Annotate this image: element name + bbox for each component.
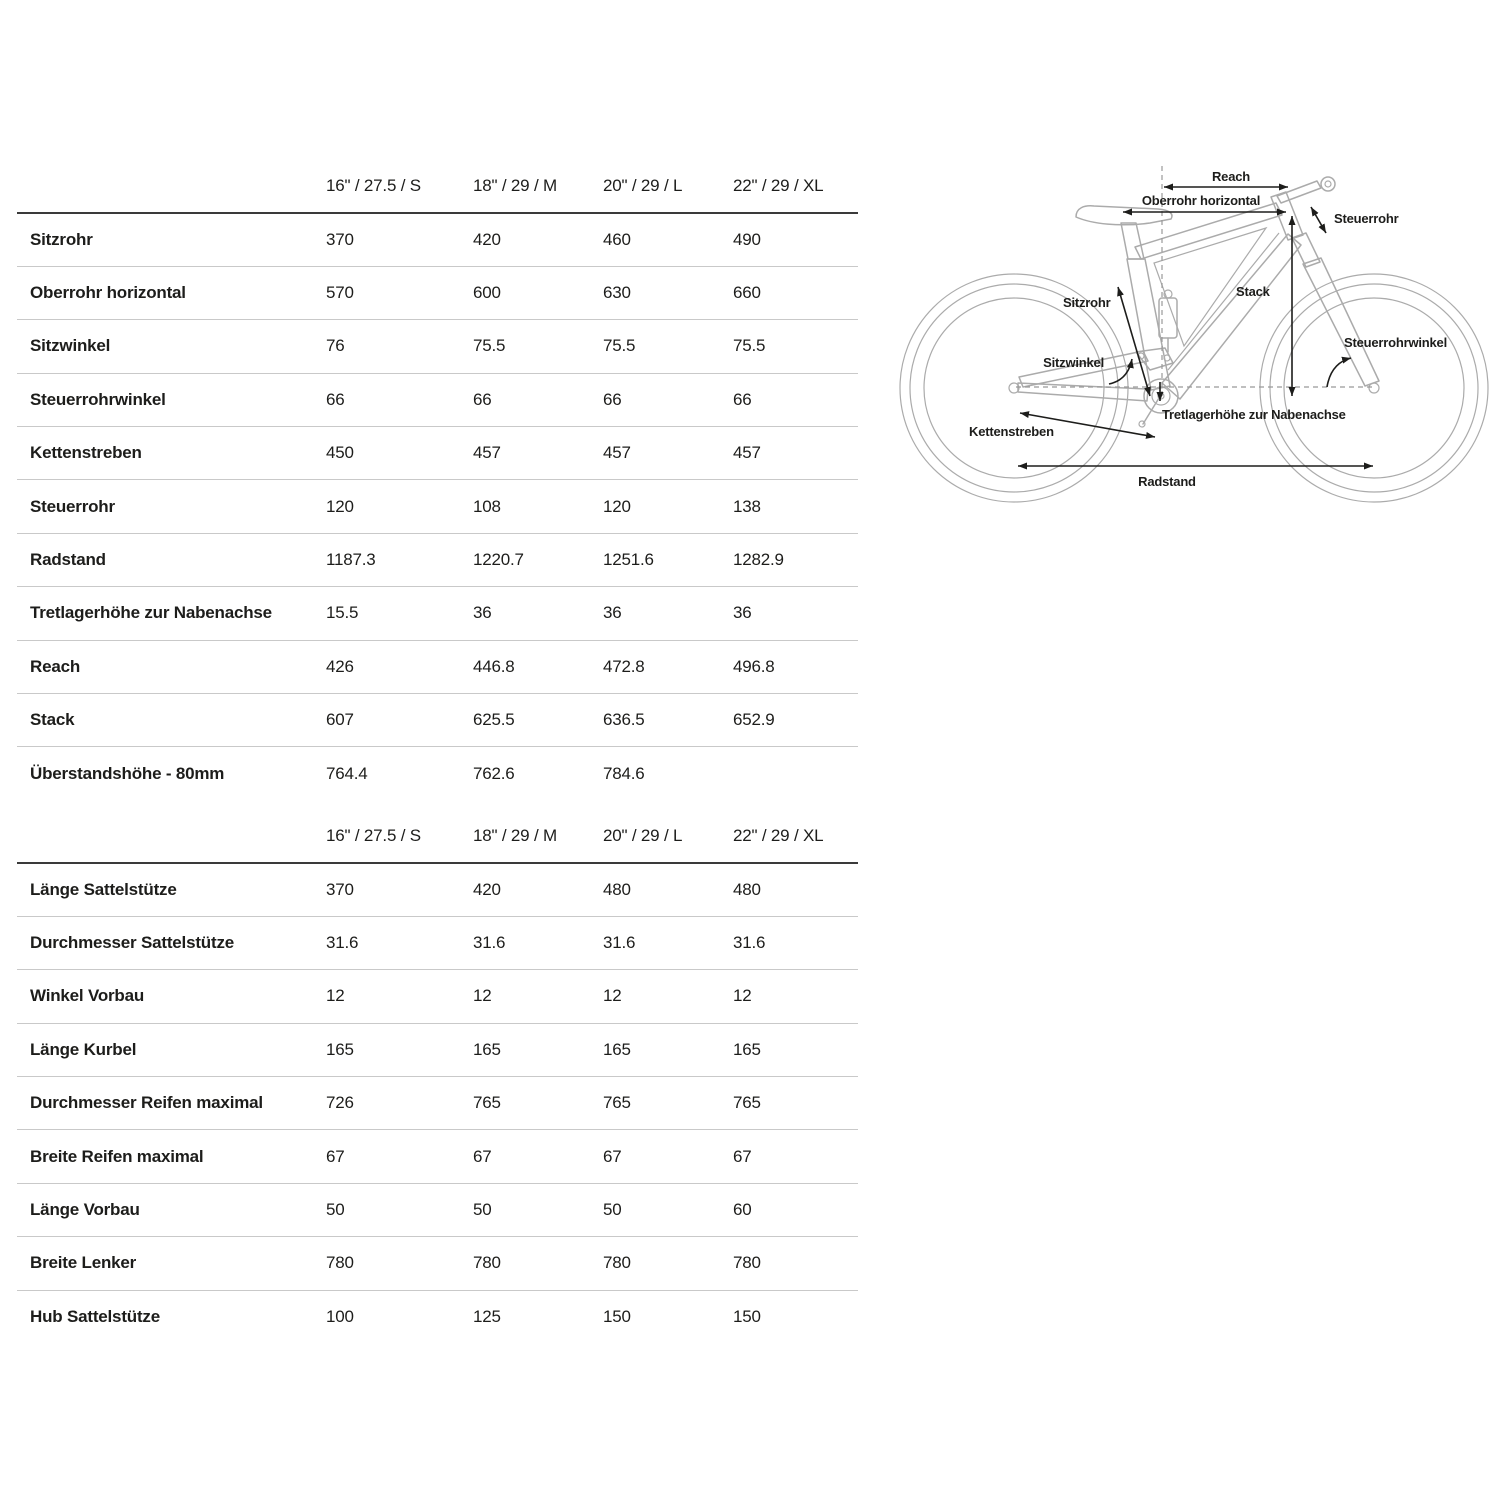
sitzrohr-label: Sitzrohr xyxy=(1063,295,1111,310)
row-value: 490 xyxy=(733,229,761,249)
row-value: 496.8 xyxy=(733,640,858,693)
kettenstreben-label: Kettenstreben xyxy=(969,424,1054,439)
geometry-table xyxy=(17,160,858,800)
table-row xyxy=(17,970,858,1023)
row-label: Durchmesser Reifen maximal xyxy=(17,1077,326,1130)
row-value: 1282.9 xyxy=(733,533,858,586)
front-wheel-drawing xyxy=(1260,274,1488,502)
row-value: 75.5 xyxy=(473,320,603,373)
row-value: 75.5 xyxy=(733,320,858,373)
row-value: 66 xyxy=(473,373,603,426)
row-value: 625.5 xyxy=(473,694,603,747)
table-row xyxy=(17,1290,858,1343)
table-row xyxy=(17,480,858,533)
row-value: 150 xyxy=(733,1290,858,1343)
sitzwinkel-label: Sitzwinkel xyxy=(1043,355,1104,370)
steuerrohr-label: Steuerrohr xyxy=(1334,211,1399,226)
row-value: 12 xyxy=(473,970,603,1023)
row-value: 50 xyxy=(603,1183,733,1236)
table-row xyxy=(17,1183,858,1236)
stack-label: Stack xyxy=(1236,284,1270,299)
size-column-header: 16" / 27.5 / S xyxy=(326,160,473,213)
steuerrohrwinkel-label: Steuerrohrwinkel xyxy=(1344,335,1447,350)
size-column-header: 18" / 29 / M xyxy=(473,810,603,863)
table-row xyxy=(17,1237,858,1290)
row-value: 100 xyxy=(326,1290,473,1343)
row-value: 60 xyxy=(733,1183,858,1236)
table-row xyxy=(17,640,858,693)
row-value: 446.8 xyxy=(473,640,603,693)
row-value: 457 xyxy=(733,427,858,480)
row-label: Breite Reifen maximal xyxy=(17,1130,326,1183)
row-value: 420 xyxy=(473,229,501,249)
row-value: 600 xyxy=(473,266,603,319)
row-value: 76 xyxy=(326,320,473,373)
oberrohr-horizontal-label: Oberrohr horizontal xyxy=(1141,193,1261,208)
row-value: 15.5 xyxy=(326,587,473,640)
row-label: Oberrohr horizontal xyxy=(17,266,326,319)
table-row xyxy=(17,266,858,319)
table-row xyxy=(17,863,858,916)
row-value: 1251.6 xyxy=(603,533,733,586)
table-row xyxy=(17,1023,858,1076)
row-value: 12 xyxy=(733,970,858,1023)
size-column-header: 18" / 29 / M xyxy=(473,160,603,213)
geometry-table-header-row xyxy=(17,160,858,213)
row-label: Länge Kurbel xyxy=(17,1023,326,1076)
row-value: 652.9 xyxy=(733,694,858,747)
row-value: 165 xyxy=(326,1023,473,1076)
row-value: 1187.3 xyxy=(326,533,473,586)
row-value: 765 xyxy=(473,1077,603,1130)
row-label: Winkel Vorbau xyxy=(17,970,326,1023)
table-row xyxy=(17,427,858,480)
tretlagerhoehe-label: Tretlagerhöhe zur Nabenachse xyxy=(1162,407,1346,422)
row-value: 120 xyxy=(326,480,473,533)
components-table-header-row xyxy=(17,810,858,863)
size-column-header: 22" / 29 / XL xyxy=(733,810,858,863)
row-value: 66 xyxy=(733,373,858,426)
size-column-header: 20" / 29 / L xyxy=(603,810,733,863)
size-column-header: 16" / 27.5 / S xyxy=(326,810,473,863)
row-value: 125 xyxy=(473,1290,603,1343)
row-value: 31.6 xyxy=(733,916,858,969)
row-value: 660 xyxy=(733,266,858,319)
row-value: 138 xyxy=(733,480,858,533)
row-label: Kettenstreben xyxy=(17,427,326,480)
row-value: 630 xyxy=(603,266,733,319)
row-value: 36 xyxy=(603,587,733,640)
table-row xyxy=(17,694,858,747)
row-value: 12 xyxy=(603,970,733,1023)
row-value: 480 xyxy=(603,879,631,899)
row-value: 165 xyxy=(603,1023,733,1076)
row-value: 67 xyxy=(733,1130,858,1183)
row-value: 570 xyxy=(326,266,473,319)
table-row xyxy=(17,320,858,373)
row-value: 780 xyxy=(733,1237,858,1290)
row-value: 165 xyxy=(473,1023,603,1076)
reach-label: Reach xyxy=(1211,169,1251,184)
row-value: 67 xyxy=(326,1130,473,1183)
row-value: 764.4 xyxy=(326,747,473,800)
row-label: Tretlagerhöhe zur Nabenachse xyxy=(17,587,326,640)
table-row xyxy=(17,533,858,586)
row-label: Länge Sattelstütze xyxy=(30,879,177,899)
row-value: 66 xyxy=(603,373,733,426)
row-value: 420 xyxy=(473,879,501,899)
row-label: Breite Lenker xyxy=(17,1237,326,1290)
row-label: Stack xyxy=(17,694,326,747)
table-corner-cell xyxy=(17,810,326,863)
row-value: 726 xyxy=(326,1077,473,1130)
radstand-label: Radstand xyxy=(1138,474,1196,489)
row-value: 67 xyxy=(473,1130,603,1183)
row-value: 765 xyxy=(733,1077,858,1130)
row-value: 765 xyxy=(603,1077,733,1130)
table-row xyxy=(17,1077,858,1130)
row-value: 426 xyxy=(326,640,473,693)
row-label: Sitzrohr xyxy=(30,229,93,249)
row-value: 370 xyxy=(326,879,354,899)
row-value: 457 xyxy=(603,427,733,480)
row-label: Hub Sattelstütze xyxy=(17,1290,326,1343)
row-value: 50 xyxy=(326,1183,473,1236)
row-value: 780 xyxy=(326,1237,473,1290)
row-value: 460 xyxy=(603,229,631,249)
row-value: 480 xyxy=(733,879,761,899)
row-value: 780 xyxy=(473,1237,603,1290)
table-corner-cell xyxy=(17,160,326,213)
table-row xyxy=(17,916,858,969)
row-value: 75.5 xyxy=(603,320,733,373)
row-value xyxy=(733,747,858,800)
table-row xyxy=(17,373,858,426)
row-label: Radstand xyxy=(17,533,326,586)
row-value: 36 xyxy=(733,587,858,640)
row-value: 370 xyxy=(326,229,354,249)
row-label: Länge Vorbau xyxy=(17,1183,326,1236)
row-label: Überstandshöhe - 80mm xyxy=(17,747,326,800)
row-value: 12 xyxy=(326,970,473,1023)
row-value: 120 xyxy=(603,480,733,533)
row-value: 784.6 xyxy=(603,747,733,800)
row-label: Steuerrohr xyxy=(17,480,326,533)
table-row xyxy=(17,747,858,800)
row-label: Sitzwinkel xyxy=(17,320,326,373)
row-value: 31.6 xyxy=(326,916,473,969)
row-value: 450 xyxy=(326,427,473,480)
table-row xyxy=(17,213,858,266)
row-label: Reach xyxy=(17,640,326,693)
row-value: 50 xyxy=(473,1183,603,1236)
row-value: 472.8 xyxy=(603,640,733,693)
row-value: 36 xyxy=(473,587,603,640)
row-value: 66 xyxy=(326,373,473,426)
row-value: 607 xyxy=(326,694,473,747)
row-value: 636.5 xyxy=(603,694,733,747)
table-row xyxy=(17,1130,858,1183)
row-value: 108 xyxy=(473,480,603,533)
row-value: 1220.7 xyxy=(473,533,603,586)
row-value: 150 xyxy=(603,1290,733,1343)
row-label: Durchmesser Sattelstütze xyxy=(17,916,326,969)
row-value: 780 xyxy=(603,1237,733,1290)
row-value: 31.6 xyxy=(473,916,603,969)
row-value: 67 xyxy=(603,1130,733,1183)
row-value: 762.6 xyxy=(473,747,603,800)
bike-geometry-diagram xyxy=(880,140,1500,520)
row-value: 457 xyxy=(473,427,603,480)
row-value: 165 xyxy=(733,1023,858,1076)
size-column-header: 22" / 29 / XL xyxy=(733,160,858,213)
row-label: Steuerrohrwinkel xyxy=(17,373,326,426)
table-row xyxy=(17,587,858,640)
components-table xyxy=(17,810,858,1344)
row-value: 31.6 xyxy=(603,916,733,969)
size-column-header: 20" / 29 / L xyxy=(603,160,733,213)
